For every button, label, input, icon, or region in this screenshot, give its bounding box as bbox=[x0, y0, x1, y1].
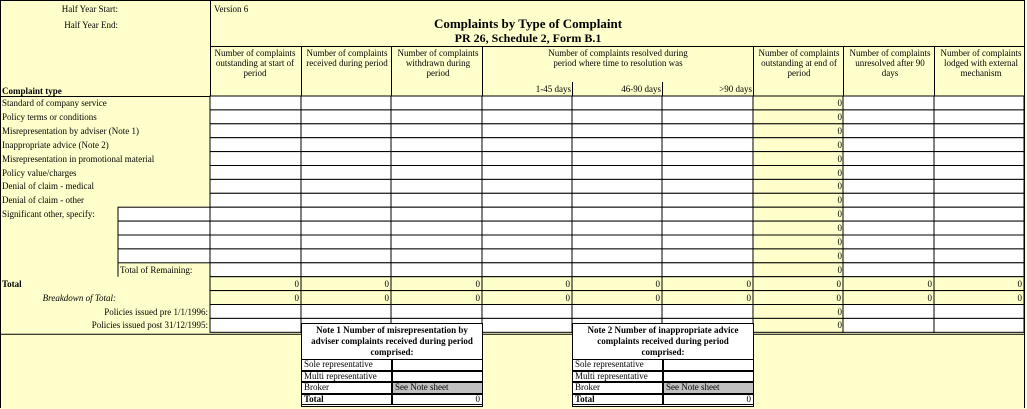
total-value: 0 bbox=[384, 278, 389, 289]
note2-row-value: See Note sheet bbox=[663, 382, 754, 394]
table-cell[interactable] bbox=[572, 179, 662, 193]
note1-row-label: Broker bbox=[301, 382, 392, 394]
col-outstanding-start-header: Number of complaints outstanding at start of period bbox=[214, 48, 296, 78]
table-cell[interactable] bbox=[662, 96, 753, 110]
table-cell[interactable] bbox=[301, 249, 391, 263]
table-cell[interactable] bbox=[934, 152, 1024, 166]
table-cell[interactable] bbox=[210, 193, 301, 207]
breakdown-value: 0 bbox=[1017, 292, 1022, 303]
table-cell[interactable] bbox=[391, 166, 482, 180]
breakdown-value: 0 bbox=[927, 292, 932, 303]
breakdown-value: 0 bbox=[565, 292, 570, 303]
col-unresolved-header: Number of complaints unresolved after 90 days bbox=[849, 48, 931, 78]
table-cell[interactable] bbox=[934, 263, 1024, 277]
table-cell[interactable] bbox=[210, 305, 301, 319]
table-cell[interactable] bbox=[301, 124, 391, 138]
note1-row-label: Multi representative bbox=[301, 371, 392, 383]
table-cell[interactable] bbox=[301, 193, 391, 207]
table-cell[interactable] bbox=[934, 110, 1024, 124]
table-cell[interactable] bbox=[843, 318, 934, 332]
row-label: Misrepresentation by adviser (Note 1) bbox=[2, 125, 139, 136]
total-value: 0 bbox=[927, 278, 932, 289]
table-cell[interactable] bbox=[391, 263, 482, 277]
row-end-value: 0 bbox=[837, 181, 842, 192]
col-withdrawn-header: Number of complaints withdrawn during period bbox=[397, 48, 479, 78]
table-cell[interactable] bbox=[934, 193, 1024, 207]
table-cell[interactable] bbox=[301, 221, 391, 235]
table-cell[interactable] bbox=[662, 138, 753, 152]
table-cell[interactable] bbox=[934, 221, 1024, 235]
table-cell[interactable] bbox=[662, 305, 753, 319]
col-received-header: Number of complaints received during period bbox=[306, 48, 388, 68]
note2-row-label: Sole representative bbox=[572, 359, 663, 371]
table-cell[interactable] bbox=[210, 124, 301, 138]
note2-title: Note 2 Number of inappropriate advice complaints received during period comprised: bbox=[573, 324, 753, 362]
col-outstanding-end-header: Number of complaints outstanding at end of period bbox=[758, 48, 840, 78]
table-cell[interactable] bbox=[301, 235, 391, 249]
table-cell[interactable] bbox=[482, 166, 572, 180]
table-cell[interactable] bbox=[934, 179, 1024, 193]
specify-input[interactable] bbox=[118, 221, 210, 235]
half-year-start-label: Half Year Start: bbox=[61, 4, 118, 14]
note1-title: Note 1 Number of misrepresentation by adviser complaints received during period comprised: bbox=[302, 324, 482, 362]
note1-row-label: Sole representative bbox=[301, 359, 392, 371]
note2-row-label: Broker bbox=[572, 382, 663, 394]
table-cell[interactable] bbox=[843, 263, 934, 277]
table-cell[interactable] bbox=[843, 221, 934, 235]
breakdown-value: 0 bbox=[475, 292, 480, 303]
col-external-header: Number of complaints lodged with external mechanism bbox=[940, 48, 1022, 78]
table-cell[interactable] bbox=[662, 263, 753, 277]
note1-row-value: 0 bbox=[392, 394, 483, 406]
table-cell[interactable] bbox=[934, 207, 1024, 221]
table-cell[interactable] bbox=[210, 263, 301, 277]
table-cell[interactable] bbox=[391, 124, 482, 138]
note1-row-value[interactable] bbox=[392, 371, 483, 383]
table-cell[interactable] bbox=[843, 193, 934, 207]
total-value: 0 bbox=[294, 278, 299, 289]
col-resolved-90-plus-header: >90 days bbox=[719, 84, 752, 94]
table-cell[interactable] bbox=[934, 166, 1024, 180]
table-cell[interactable] bbox=[843, 235, 934, 249]
table-cell[interactable] bbox=[482, 138, 572, 152]
table-cell[interactable] bbox=[210, 166, 301, 180]
table-cell[interactable] bbox=[843, 138, 934, 152]
table-cell[interactable] bbox=[301, 152, 391, 166]
version-label: Version 6 bbox=[214, 4, 249, 14]
table-cell[interactable] bbox=[934, 124, 1024, 138]
table-cell[interactable] bbox=[843, 152, 934, 166]
table-cell[interactable] bbox=[210, 110, 301, 124]
breakdown-value: 0 bbox=[655, 292, 660, 303]
policies-value: 0 bbox=[837, 320, 842, 331]
breakdown-value: 0 bbox=[746, 292, 751, 303]
table-cell[interactable] bbox=[301, 263, 391, 277]
table-cell[interactable] bbox=[210, 235, 301, 249]
table-cell[interactable] bbox=[482, 235, 572, 249]
policies-value: 0 bbox=[837, 306, 842, 317]
table-cell[interactable] bbox=[843, 305, 934, 319]
table-cell[interactable] bbox=[391, 249, 482, 263]
row-end-value: 0 bbox=[837, 223, 842, 234]
table-cell[interactable] bbox=[572, 263, 662, 277]
specify-input[interactable] bbox=[118, 207, 210, 221]
table-cell[interactable] bbox=[391, 179, 482, 193]
table-cell[interactable] bbox=[391, 207, 482, 221]
breakdown-value: 0 bbox=[384, 292, 389, 303]
table-cell[interactable] bbox=[482, 110, 572, 124]
table-cell[interactable] bbox=[572, 235, 662, 249]
table-cell[interactable] bbox=[391, 305, 482, 319]
table-cell[interactable] bbox=[301, 166, 391, 180]
table-cell[interactable] bbox=[482, 318, 572, 332]
row-label: Denial of claim - medical bbox=[2, 181, 94, 192]
specify-input[interactable] bbox=[118, 249, 210, 263]
table-cell[interactable] bbox=[301, 96, 391, 110]
table-cell[interactable] bbox=[482, 193, 572, 207]
row-label: Policy terms or conditions bbox=[2, 111, 97, 122]
col-resolved-1-45-header: 1-45 days bbox=[535, 84, 571, 94]
half-year-end-label: Half Year End: bbox=[64, 20, 118, 30]
table-cell[interactable] bbox=[843, 249, 934, 263]
table-cell[interactable] bbox=[662, 166, 753, 180]
table-cell[interactable] bbox=[482, 305, 572, 319]
table-cell[interactable] bbox=[210, 179, 301, 193]
table-cell[interactable] bbox=[482, 179, 572, 193]
table-cell[interactable] bbox=[482, 152, 572, 166]
table-cell[interactable] bbox=[210, 221, 301, 235]
col-resolved-header: Number of complaints resolved during period where time to resolution was bbox=[548, 48, 688, 68]
table-cell[interactable] bbox=[662, 152, 753, 166]
table-cell[interactable] bbox=[391, 152, 482, 166]
table-cell[interactable] bbox=[391, 96, 482, 110]
table-cell[interactable] bbox=[210, 318, 301, 332]
table-cell[interactable] bbox=[843, 96, 934, 110]
table-cell[interactable] bbox=[572, 305, 662, 319]
note1-row-label: Total bbox=[301, 394, 392, 406]
total-value: 0 bbox=[746, 278, 751, 289]
row-end-value: 0 bbox=[837, 250, 842, 261]
row-label: Denial of claim - other bbox=[2, 195, 84, 206]
table-cell[interactable] bbox=[210, 138, 301, 152]
table-cell[interactable] bbox=[572, 138, 662, 152]
table-cell[interactable] bbox=[572, 166, 662, 180]
table-cell[interactable] bbox=[572, 207, 662, 221]
table-cell[interactable] bbox=[572, 96, 662, 110]
table-cell[interactable] bbox=[662, 249, 753, 263]
breakdown-value: 0 bbox=[294, 292, 299, 303]
note2-row-value: 0 bbox=[663, 394, 754, 406]
row-end-value: 0 bbox=[837, 125, 842, 136]
note1-row-value[interactable] bbox=[392, 359, 483, 371]
table-cell[interactable] bbox=[482, 207, 572, 221]
table-cell[interactable] bbox=[210, 207, 301, 221]
note1-row-value: See Note sheet bbox=[392, 382, 483, 394]
note2-row-label: Multi representative bbox=[572, 371, 663, 383]
table-cell[interactable] bbox=[210, 96, 301, 110]
row-label: Inappropriate advice (Note 2) bbox=[2, 139, 109, 150]
table-cell[interactable] bbox=[301, 207, 391, 221]
note2-row-value[interactable] bbox=[663, 359, 754, 371]
table-cell[interactable] bbox=[934, 249, 1024, 263]
total-label: Total bbox=[2, 278, 22, 289]
table-cell[interactable] bbox=[662, 221, 753, 235]
row-label: Significant other, specify: bbox=[2, 209, 95, 220]
table-cell[interactable] bbox=[662, 110, 753, 124]
table-cell[interactable] bbox=[572, 152, 662, 166]
breakdown-value: 0 bbox=[836, 292, 841, 303]
row-end-value: 0 bbox=[837, 195, 842, 206]
total-value: 0 bbox=[1017, 278, 1022, 289]
note2-row-value[interactable] bbox=[663, 371, 754, 383]
total-value: 0 bbox=[475, 278, 480, 289]
row-end-value: 0 bbox=[837, 139, 842, 150]
table-cell[interactable] bbox=[391, 110, 482, 124]
total-value: 0 bbox=[655, 278, 660, 289]
table-cell[interactable] bbox=[482, 96, 572, 110]
table-cell[interactable] bbox=[482, 124, 572, 138]
total-value: 0 bbox=[836, 278, 841, 289]
table-cell[interactable] bbox=[572, 110, 662, 124]
breakdown-label: Breakdown of Total: bbox=[42, 292, 116, 303]
row-end-value: 0 bbox=[837, 237, 842, 247]
note2-row-label: Total bbox=[572, 394, 663, 406]
total-value: 0 bbox=[565, 278, 570, 289]
total-remaining-label: Total of Remaining: bbox=[120, 264, 193, 275]
table-cell[interactable] bbox=[934, 96, 1024, 110]
policies-label: Policies issued pre 1/1/1996: bbox=[104, 306, 208, 317]
table-cell[interactable] bbox=[482, 263, 572, 277]
table-cell[interactable] bbox=[843, 166, 934, 180]
table-cell[interactable] bbox=[934, 235, 1024, 249]
table-cell[interactable] bbox=[391, 235, 482, 249]
table-cell[interactable] bbox=[391, 193, 482, 207]
table-cell[interactable] bbox=[391, 221, 482, 235]
table-cell[interactable] bbox=[301, 305, 391, 319]
table-cell[interactable] bbox=[391, 138, 482, 152]
table-cell[interactable] bbox=[572, 124, 662, 138]
table-cell[interactable] bbox=[934, 318, 1024, 332]
row-end-value: 0 bbox=[837, 111, 842, 122]
total-remaining-value: 0 bbox=[837, 264, 842, 275]
page-subtitle: PR 26, Schedule 2, Form B.1 bbox=[454, 31, 602, 45]
table-cell[interactable] bbox=[210, 152, 301, 166]
table-cell[interactable] bbox=[572, 221, 662, 235]
table-cell[interactable] bbox=[662, 179, 753, 193]
table-cell[interactable] bbox=[934, 305, 1024, 319]
table-cell[interactable] bbox=[662, 124, 753, 138]
table-cell[interactable] bbox=[301, 110, 391, 124]
page-title: Complaints by Type of Complaint bbox=[433, 16, 623, 31]
table-cell[interactable] bbox=[843, 124, 934, 138]
table-cell[interactable] bbox=[662, 193, 753, 207]
row-end-value: 0 bbox=[837, 153, 842, 164]
table-cell[interactable] bbox=[572, 249, 662, 263]
table-cell[interactable] bbox=[572, 193, 662, 207]
col-resolved-46-90-header: 46-90 days bbox=[621, 84, 661, 94]
table-cell[interactable] bbox=[482, 221, 572, 235]
row-end-value: 0 bbox=[837, 209, 842, 220]
table-cell[interactable] bbox=[301, 138, 391, 152]
table-cell[interactable] bbox=[662, 207, 753, 221]
table-cell[interactable] bbox=[482, 249, 572, 263]
policies-label: Policies issued post 31/12/1995: bbox=[91, 320, 208, 331]
row-label: Misrepresentation in promotional material bbox=[2, 153, 155, 164]
table-cell[interactable] bbox=[662, 235, 753, 249]
complaint-type-header: Complaint type bbox=[2, 86, 62, 96]
table-cell[interactable] bbox=[301, 179, 391, 193]
table-cell[interactable] bbox=[843, 110, 934, 124]
row-label: Policy value/charges bbox=[2, 167, 77, 178]
row-end-value: 0 bbox=[837, 167, 842, 178]
table-cell[interactable] bbox=[934, 138, 1024, 152]
row-end-value: 0 bbox=[837, 98, 842, 108]
table-cell[interactable] bbox=[843, 207, 934, 221]
table-cell[interactable] bbox=[843, 179, 934, 193]
specify-input[interactable] bbox=[118, 235, 210, 249]
row-label: Standard of company service bbox=[2, 98, 107, 108]
table-cell[interactable] bbox=[210, 249, 301, 263]
